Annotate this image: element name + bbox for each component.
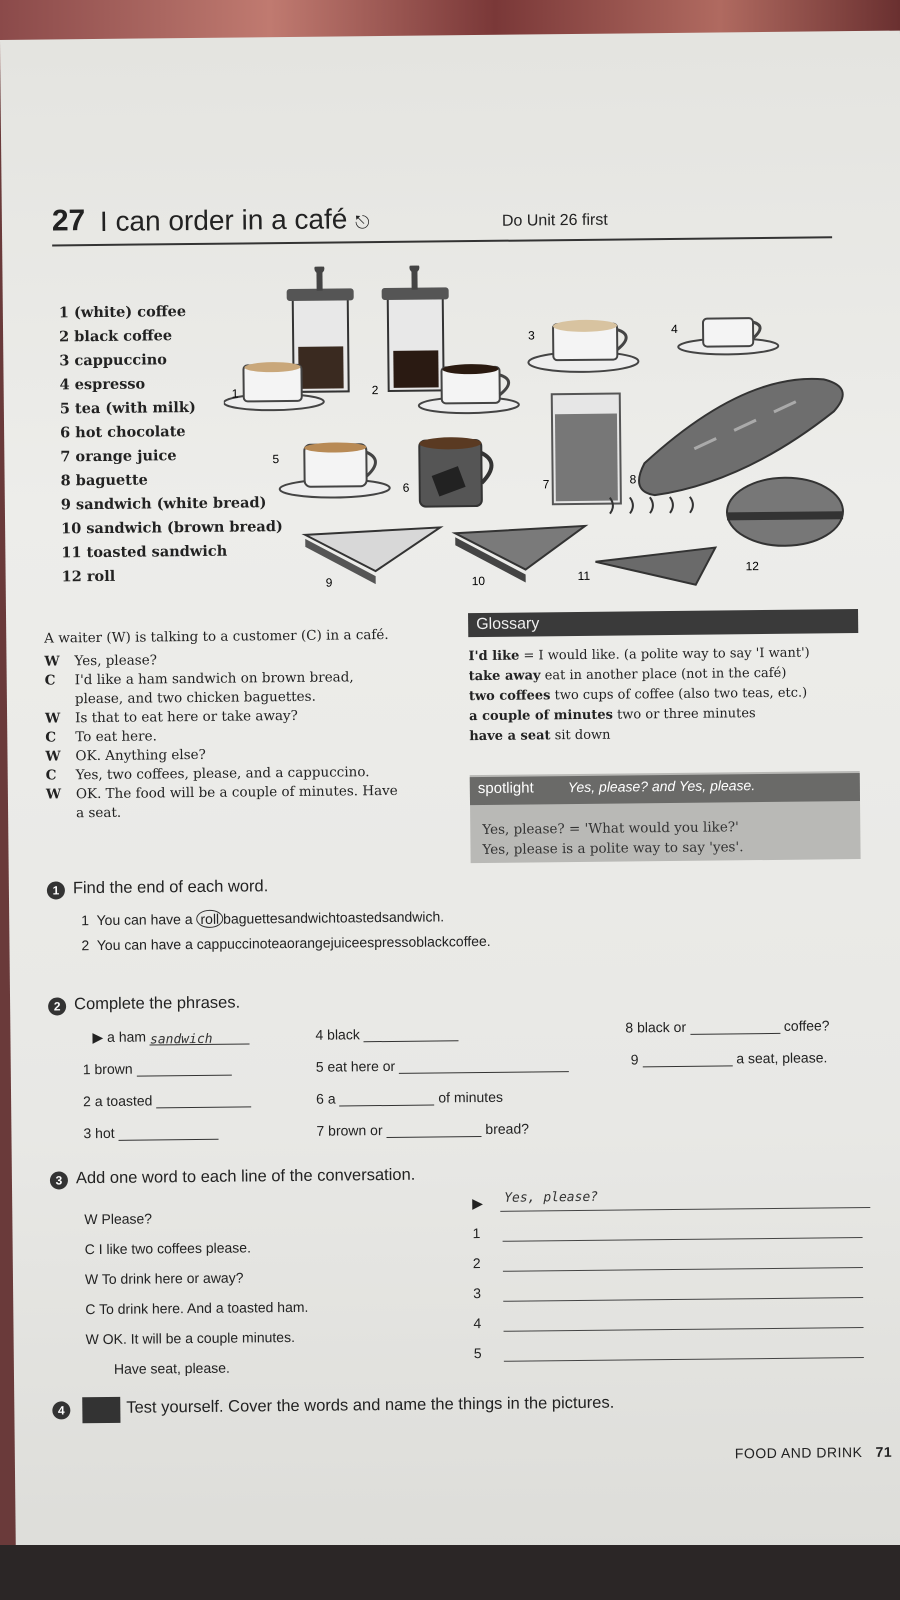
dialogue-line <box>45 667 465 709</box>
baguette-illustration <box>638 379 844 496</box>
cappuccino-cup-illustration <box>528 319 639 372</box>
unit-note: Do Unit 26 first <box>501 211 608 230</box>
exercise2-example: ▶ a ham sandwich <box>92 1027 250 1046</box>
answer-line[interactable] <box>503 1297 863 1302</box>
glossary-entry: a couple of minutes two or three minutes <box>469 706 756 725</box>
speaker: C <box>44 672 56 689</box>
line-text: I'd like a ham sandwich on brown bread, please, and two chicken baguettes. <box>74 669 354 708</box>
answer-blank[interactable] <box>339 1091 434 1107</box>
exercise2-item: 3 hot <box>83 1124 218 1141</box>
answer-blank[interactable] <box>118 1125 218 1141</box>
exercise-number: 4 <box>52 1401 70 1419</box>
exercise2-item: 9 a seat, please. <box>630 1049 828 1068</box>
answer-number: 1 <box>472 1225 481 1242</box>
glossary <box>468 643 859 747</box>
vocab-item: 2 black coffee <box>59 327 173 346</box>
conversation-line: C I like two coffees please. <box>84 1239 252 1258</box>
vocab-item: 6 hot chocolate <box>60 423 186 442</box>
arrow-icon: ▶ <box>472 1195 484 1212</box>
answer-blank[interactable]: sandwich <box>150 1029 250 1045</box>
glossary-entry: have a seat sit down <box>469 727 611 745</box>
line-text: To eat here. <box>75 728 157 746</box>
speaker: W <box>44 653 60 670</box>
exercise-number: 1 <box>47 881 65 899</box>
line-text: OK. Anything else? <box>75 746 206 765</box>
exercise-number: 2 <box>48 997 66 1015</box>
picture-label: 1 <box>231 386 239 401</box>
hot-chocolate-mug-illustration <box>419 437 492 507</box>
conversation-line: W OK. It will be a couple minutes. <box>85 1328 295 1348</box>
answer-number: 2 <box>472 1255 481 1272</box>
arrow-icon: ▶ <box>92 1028 104 1046</box>
page-number: 71 <box>875 1443 893 1460</box>
circled-answer: roll <box>196 910 223 928</box>
answer-blank[interactable] <box>690 1019 780 1035</box>
answer-line[interactable] <box>504 1357 864 1362</box>
food-drink-illustrations <box>222 261 865 598</box>
answer-number: 3 <box>473 1285 482 1302</box>
answer-number: 5 <box>473 1345 482 1362</box>
exercise2-item: 8 black or coffee? <box>625 1017 830 1036</box>
exercise1-line: 2 You can have a cappuccinoteaorangejuiceespressoblackcoffee. <box>81 932 491 954</box>
conversation-line: Have seat, please. <box>113 1359 230 1377</box>
speaker: W <box>45 710 61 727</box>
answer-line[interactable] <box>504 1327 864 1332</box>
picture-label: 7 <box>542 477 550 492</box>
vocab-item: 3 cappuccino <box>59 351 168 370</box>
cover-card-icon <box>82 1397 120 1423</box>
french-press-illustration <box>381 262 449 391</box>
dialogue-line <box>46 781 466 823</box>
answer-line[interactable] <box>503 1237 863 1242</box>
title-divider <box>52 236 832 246</box>
picture-label: 12 <box>745 559 759 574</box>
workbook-page <box>0 31 900 1600</box>
speaker: C <box>45 729 57 746</box>
spotlight-label: spotlight <box>477 779 534 798</box>
answer-number: 4 <box>473 1315 482 1332</box>
dialogue-intro: A waiter (W) is talking to a customer (C) in a café. <box>44 626 389 647</box>
exercise-title: Test yourself. Cover the words and name the things in the pictures. <box>126 1393 615 1417</box>
exercise-title: Complete the phrases. <box>74 993 241 1014</box>
vocab-item: 5 tea (with milk) <box>59 398 196 418</box>
unit-number: 27 <box>51 204 86 238</box>
vocab-item: 11 toasted sandwich <box>61 542 228 562</box>
espresso-cup-illustration <box>678 318 778 355</box>
answer-blank[interactable] <box>364 1026 459 1042</box>
picture-label: 8 <box>629 472 637 487</box>
answer-blank[interactable] <box>642 1051 732 1067</box>
answer-blank[interactable] <box>399 1057 569 1074</box>
roll-illustration <box>727 477 844 546</box>
spotlight-text: Yes, please? = 'What would you like?' Yes, please is a polite way to say 'yes'. <box>482 819 744 858</box>
picture-label: 11 <box>577 568 591 583</box>
exercise-title: Find the end of each word. <box>72 877 269 898</box>
example-answer: Yes, please? <box>504 1189 599 1206</box>
vocab-item: 4 espresso <box>59 375 146 394</box>
exercise2-item: 7 brown or bread? <box>316 1120 530 1139</box>
answer-line[interactable] <box>500 1207 870 1212</box>
conversation-line: W Please? <box>84 1210 153 1228</box>
line-text: OK. The food will be a couple of minutes. Have a seat. <box>75 782 398 822</box>
section-name: FOOD AND DRINK <box>734 1444 863 1462</box>
exercise2-item: 4 black <box>315 1025 458 1042</box>
tea-cup-illustration <box>279 442 390 498</box>
exercise2-item: 6 a of minutes <box>316 1088 504 1107</box>
toasted-sandwich-illustration <box>595 497 716 586</box>
exercise1-line: 1 You can have a roll baguettesandwichtoastedsandwich. <box>81 908 445 929</box>
conversation-line: C To drink here. And a toasted ham. <box>85 1298 309 1318</box>
vocab-item: 8 baguette <box>60 471 148 490</box>
answer-blank[interactable] <box>136 1061 231 1077</box>
answer-blank[interactable] <box>386 1122 481 1138</box>
answer-line[interactable] <box>503 1267 863 1272</box>
table-surface <box>0 1545 900 1600</box>
unit-title: I can order in a café ⎋ <box>99 203 370 237</box>
picture-label: 4 <box>670 321 678 336</box>
vocab-item: 1 (white) coffee <box>58 303 187 322</box>
speaker: W <box>45 786 62 803</box>
speaker: W <box>45 748 61 765</box>
picture-label: 9 <box>325 575 333 590</box>
dialogue <box>44 625 466 823</box>
glossary-heading: Glossary <box>468 609 858 637</box>
glossary-entry: I'd like = I would like. (a polite way to say 'I want') <box>468 645 810 665</box>
line-text: Yes, please? <box>74 652 157 670</box>
vocab-item: 10 sandwich (brown bread) <box>61 518 283 538</box>
exercise-title: Add one word to each line of the conversation. <box>75 1165 416 1188</box>
vocab-item: 12 roll <box>61 567 116 586</box>
headphones-icon: ⎋ <box>355 212 370 233</box>
glossary-entry: take away eat in another place (not in the café) <box>468 665 787 685</box>
page-footer <box>735 1444 892 1462</box>
conversation-line: W To drink here or away? <box>84 1269 244 1288</box>
line-text: Yes, two coffees, please, and a cappuccino. <box>75 764 370 784</box>
exercise2-item: 1 brown <box>83 1060 232 1078</box>
answer-blank[interactable] <box>156 1092 251 1108</box>
picture-label: 10 <box>471 573 486 589</box>
exercise2-item: 5 eat here or <box>316 1056 569 1075</box>
spotlight-title: Yes, please? and Yes, please. <box>567 777 756 796</box>
orange-juice-glass-illustration <box>552 394 621 505</box>
line-text: Is that to eat here or take away? <box>75 707 298 727</box>
exercise2-item: 2 a toasted <box>83 1091 251 1109</box>
vocab-item: 7 orange juice <box>60 447 177 466</box>
picture-label: 6 <box>402 480 410 495</box>
picture-label: 3 <box>528 328 535 343</box>
picture-label: 2 <box>371 383 379 398</box>
speaker: C <box>45 767 57 784</box>
vocab-item: 9 sandwich (white bread) <box>60 494 267 514</box>
glossary-entry: two coffees two cups of coffee (also two teas, etc.) <box>468 685 808 705</box>
exercise-number: 3 <box>50 1171 68 1189</box>
picture-label: 5 <box>272 452 280 467</box>
